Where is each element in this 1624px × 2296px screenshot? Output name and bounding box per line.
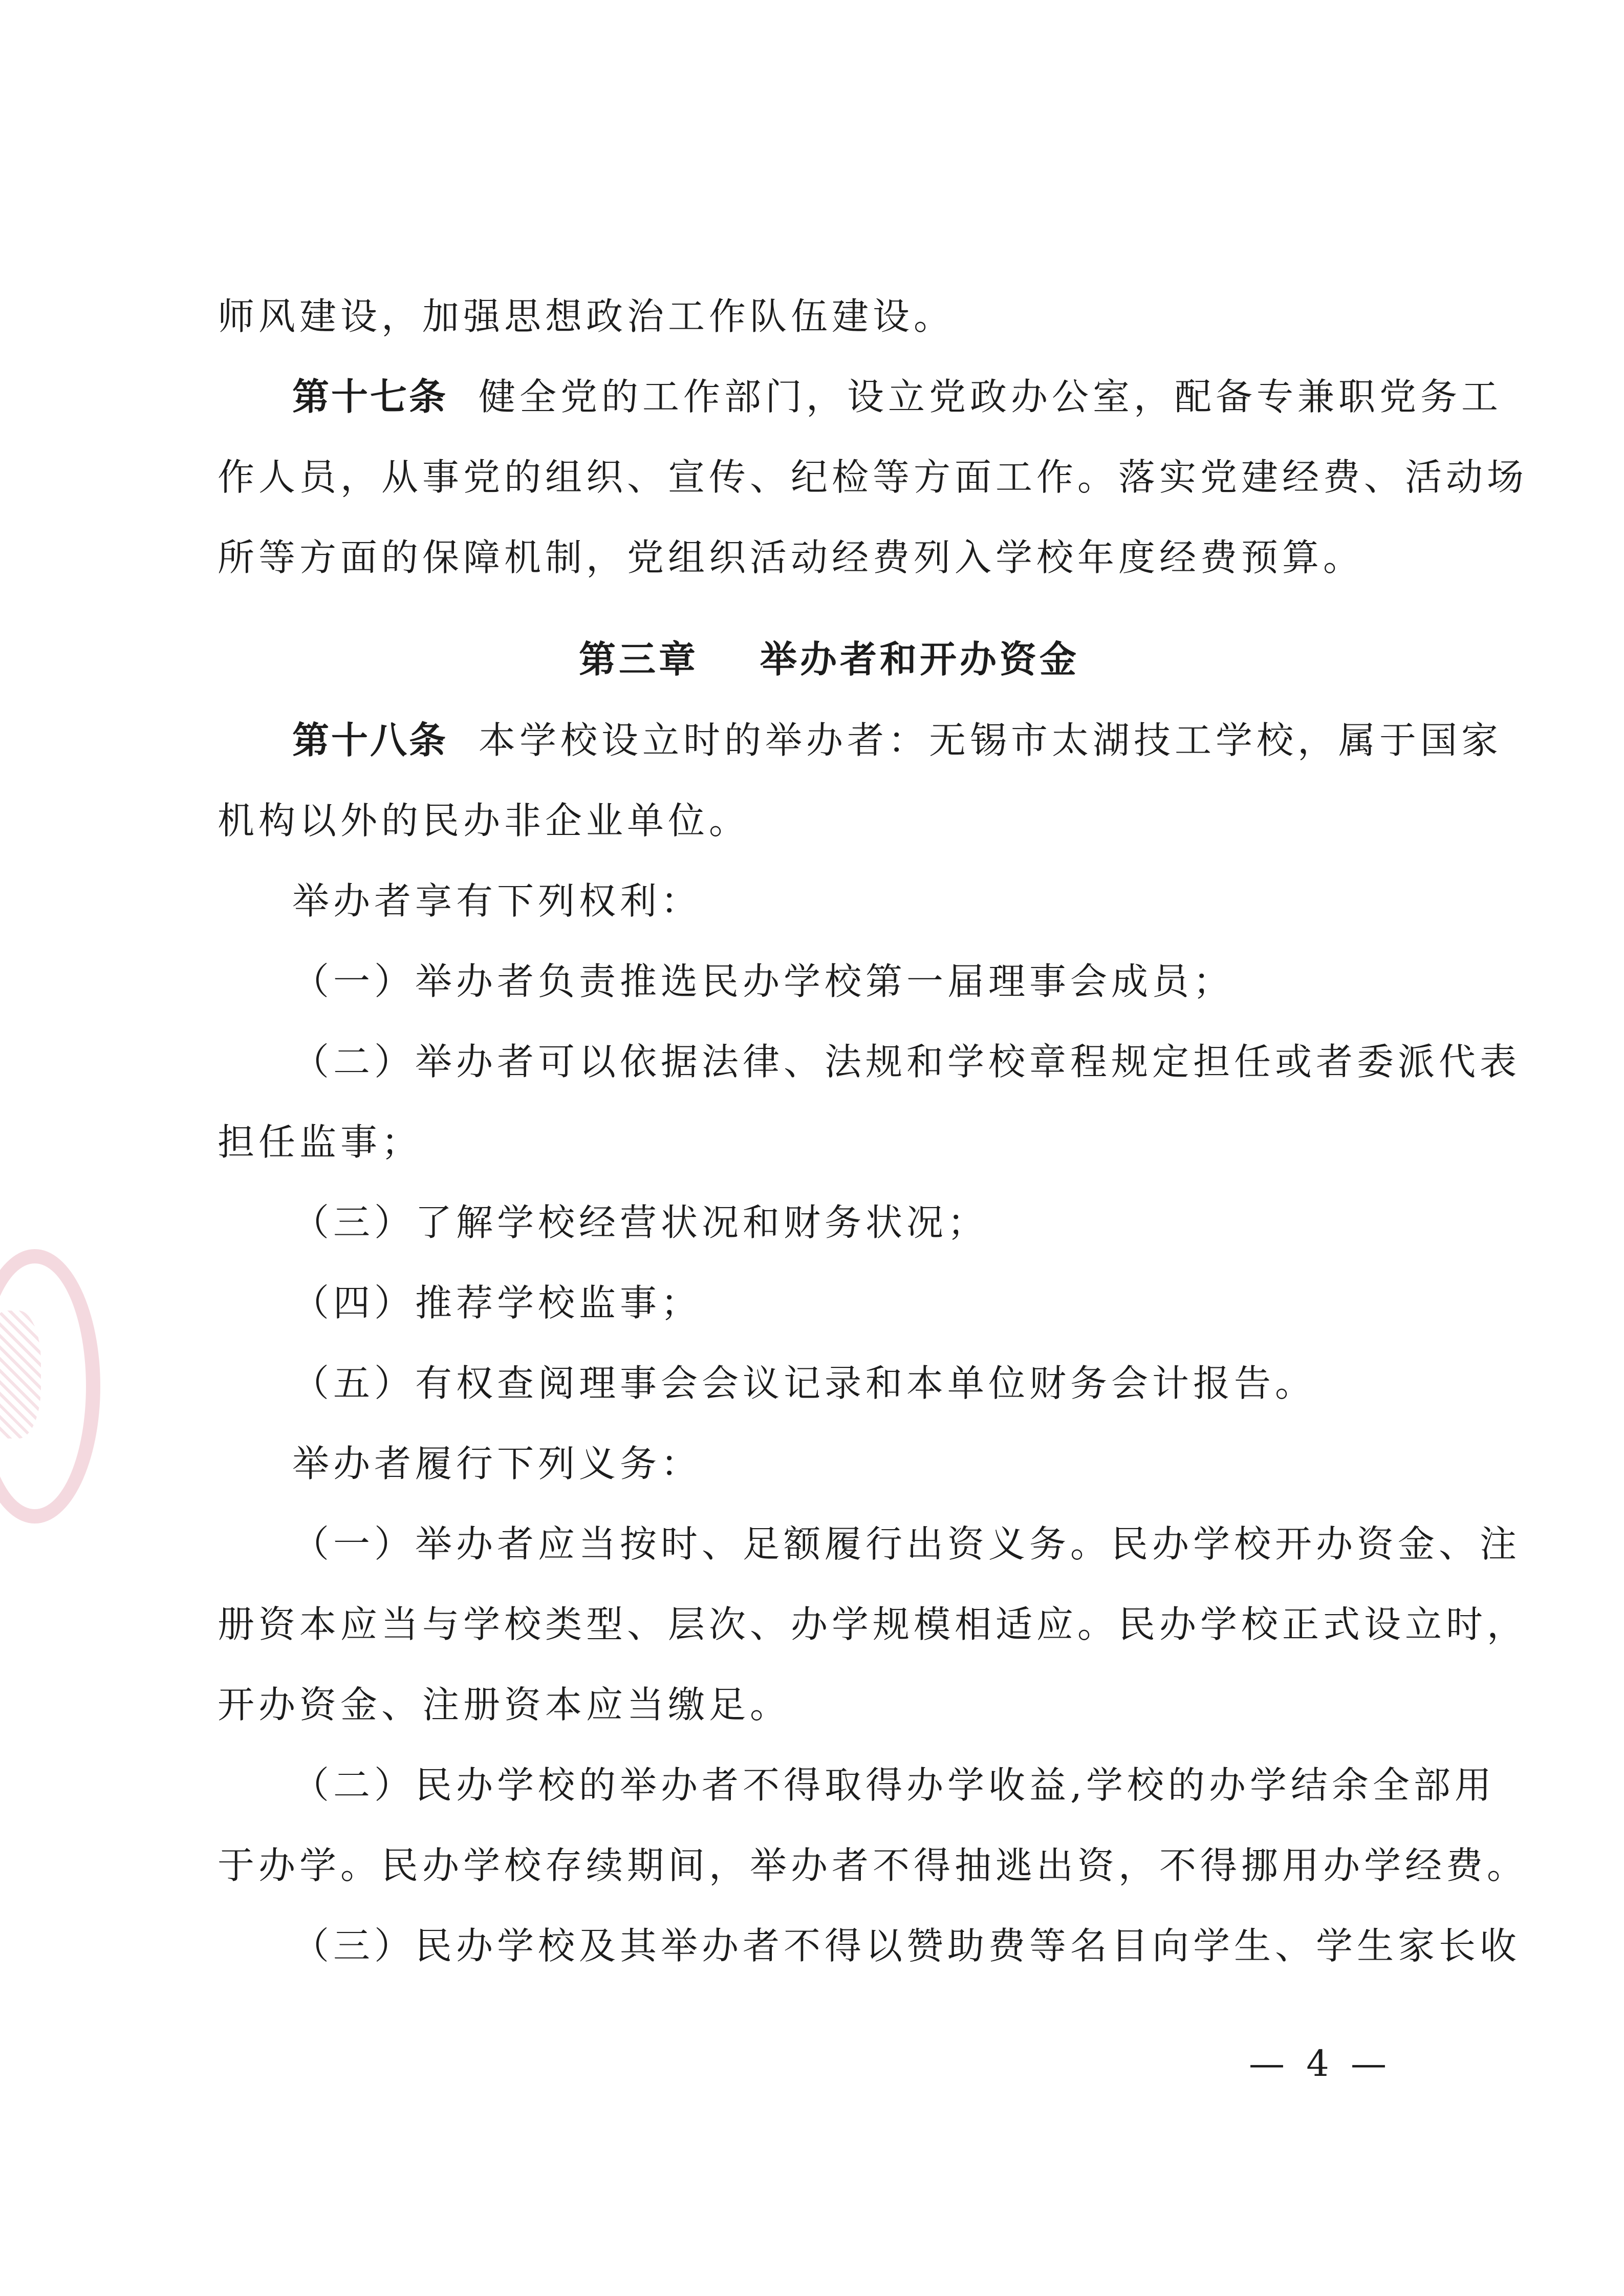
text-line [218, 1826, 1528, 1906]
article-heading: 第十七条 [292, 375, 448, 418]
line-text: 举办者履行下列义务： [292, 1442, 702, 1485]
text-line [218, 1102, 1420, 1183]
article-heading: 第十八条 [292, 719, 448, 762]
line-text: 开办资金、注册资本应当缴足。 [218, 1683, 791, 1726]
chapter-heading [218, 598, 1420, 700]
line-text: 于办学。民办学校存续期间，举办者不得抽逃出资，不得挪用办学经费。 [218, 1844, 1528, 1887]
list-item [218, 1343, 1420, 1424]
text-line [218, 276, 1420, 357]
list-item [218, 1745, 1496, 1826]
line-text: 册资本应当与学校类型、层次、办学规模相适应。民办学校正式设立时， [218, 1603, 1528, 1646]
list-item [218, 1183, 1420, 1263]
text-line [218, 1665, 1420, 1745]
text-line [218, 781, 1420, 861]
line-text: 师风建设，加强思想政治工作队伍建设。 [218, 295, 955, 338]
line-text: 担任监事； [218, 1121, 423, 1164]
line-text: 所等方面的保障机制，党组织活动经费列入学校年度经费预算。 [218, 536, 1365, 579]
line-text: （二）举办者可以依据法律、法规和学校章程规定担任或者委派代表 [292, 1040, 1521, 1083]
line-text: 本学校设立时的举办者：无锡市太湖技工学校，属于国家 [479, 719, 1503, 762]
article-18-line [218, 700, 1503, 781]
list-item [218, 941, 1420, 1022]
line-text: （一）举办者负责推选民办学校第一届理事会成员； [292, 960, 1235, 1003]
line-text: （三）了解学校经营状况和财务状况； [292, 1201, 989, 1244]
text-line [218, 1584, 1528, 1665]
page-number: — 4 — [1249, 2043, 1392, 2085]
line-text: 作人员，从事党的组织、宣传、纪检等方面工作。落实党建经费、活动场 [218, 456, 1528, 499]
list-item [218, 1263, 1420, 1343]
line-text: （三）民办学校及其举办者不得以赞助费等名目向学生、学生家长收 [292, 1924, 1521, 1967]
text-line [218, 518, 1420, 598]
list-item [218, 1906, 1521, 1986]
red-seal-stamp-texture [0, 1311, 41, 1439]
article-17-line [218, 357, 1503, 437]
list-item [218, 1022, 1521, 1102]
line-text: 举办者享有下列权利： [292, 879, 702, 922]
line-text: 健全党的工作部门，设立党政办公室，配备专兼职党务工 [479, 375, 1503, 418]
chapter-number: 第三章 [578, 638, 699, 681]
line-text: （四）推荐学校监事； [292, 1281, 702, 1324]
line-text: （二）民办学校的举办者不得取得办学收益,学校的办学结余全部用 [292, 1764, 1496, 1807]
text-line [218, 861, 1420, 941]
chapter-title: 举办者和开办资金 [760, 638, 1080, 681]
line-text: （五）有权查阅理事会会议记录和本单位财务会计报告。 [292, 1362, 1316, 1405]
text-line [218, 1424, 1420, 1504]
list-item [218, 1504, 1521, 1584]
line-text: （一）举办者应当按时、足额履行出资义务。民办学校开办资金、注 [292, 1522, 1521, 1565]
text-line [218, 437, 1528, 518]
line-text: 机构以外的民办非企业单位。 [218, 799, 750, 842]
document-body [218, 276, 1528, 1986]
